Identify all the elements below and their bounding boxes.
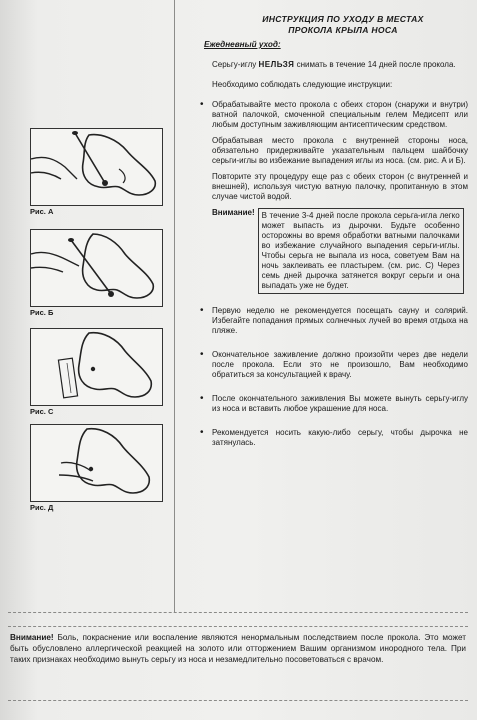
bottom-warning (10, 632, 466, 665)
figure-d-caption: Рис. Д (30, 503, 54, 512)
figure-b-image (30, 229, 163, 307)
intro-text-a: Серьгу-иглу (212, 60, 259, 69)
figure-d (30, 424, 163, 512)
figure-b (30, 229, 163, 317)
bullet-4: • После окончательного заживления Вы можете вынуть серьгу-иглу из носа и вставить любое украшение для носа. (212, 394, 468, 414)
title-line-1: ИНСТРУКЦИЯ ПО УХОДУ В МЕСТАХ (262, 14, 424, 24)
bullet-1-para-3: Повторите эту процедуру еще раз с обеих сторон (с внутренней и внешней), используя чистую ватную палочку, пропитанную в этом случае чистой водой. (212, 172, 468, 201)
figure-b-caption: Рис. Б (30, 308, 54, 317)
divider-top (8, 612, 468, 613)
instructions-column (198, 14, 468, 448)
figure-c (30, 328, 163, 416)
figure-a-caption: Рис. А (30, 207, 54, 216)
column-divider (174, 0, 175, 612)
figure-c-caption: Рис. С (30, 407, 54, 416)
title-line-2: ПРОКОЛА КРЫЛА НОСА (288, 25, 398, 35)
figure-c-image (30, 328, 163, 406)
divider-bottom (8, 700, 468, 701)
figure-d-image (30, 424, 163, 502)
warning-text: В течение 3-4 дней после прокола серьга-игла легко может выпасть из дырочки. Будьте особенно осторожны во время обработки ватными палочками во избежание случайного выпадения серьги-иглы. Чтобы серьга не выпала из носа, советуем Вам на ночь заклеивать ее пластырем. (см. рис. С) Через семь дней дырочка затянется вокруг серьги и она выпадать уже не будет. (258, 208, 464, 294)
bullet-2: • Первую неделю не рекомендуется посещать сауну и солярий. Избегайте попадания прямых солнечных лучей во время отдыха на пляже. (212, 306, 468, 336)
bullet-1-para-2: Обрабатывая место прокола с внутренней стороны носа, обязательно придерживайте указательным пальцем шайбочку серьги-иглы во избежание выпадения иглы из носа. (см. рис. А и Б). (212, 136, 468, 165)
intro-text (212, 60, 468, 70)
bottom-warning-label: Внимание! (10, 633, 54, 642)
daily-care-heading: Ежедневный уход: (204, 40, 281, 49)
intro-text-emphasis: НЕЛЬЗЯ (258, 60, 295, 69)
bullet-5: • Рекомендуется носить какую-либо серьгу, чтобы дырочка не затянулась. (212, 428, 468, 448)
bullet-1-para-1: • Обрабатывайте место прокола с обеих сторон (снаружи и внутри) ватной палочкой, смоченной специальным гелем Медисепт или любым доступным заживляющим антисептическим средством. (212, 100, 468, 130)
figure-a (30, 128, 163, 216)
divider-mid (8, 626, 468, 627)
intro-text-c: снимать в течение 14 дней после прокола. (294, 60, 456, 69)
warning-box (212, 208, 468, 294)
intro-instructions: Необходимо соблюдать следующие инструкции: (212, 80, 393, 89)
bottom-warning-text: Боль, покраснение или воспаление являются ненормальным последствием после прокола. Это может быть обусловлено аллергической реакцией на золото или отторжением Вашим организмом инородного тела. При таких признаках необходимо вынуть серьгу из носа и незамедлительно посоветоваться с врачом. (10, 633, 466, 664)
bullet-3: • Окончательное заживление должно произойти через две недели после прокола. Если это не произошло, Вам необходимо обратиться за консультацией к врачу. (212, 350, 468, 380)
warning-label: Внимание! (212, 208, 255, 217)
figure-a-image (30, 128, 163, 206)
